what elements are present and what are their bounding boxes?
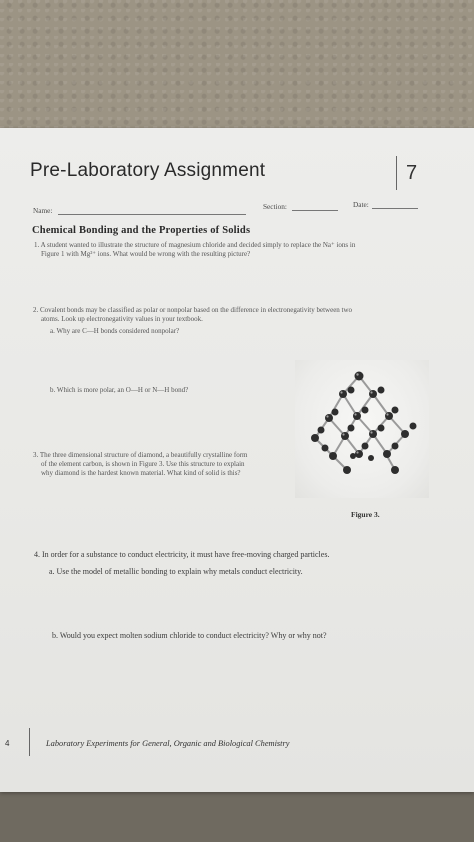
diamond-lattice-image <box>295 360 429 498</box>
question-1-line-2: Figure 1 with Mg²⁺ ions. What would be wrong with the resulting picture? <box>41 250 251 258</box>
question-4b: b. Would you expect molten sodium chloride to conduct electricity? Why or why not? <box>52 631 327 640</box>
date-label: Date: <box>353 200 369 209</box>
page-title: Pre-Laboratory Assignment <box>30 160 266 181</box>
name-field-line[interactable] <box>58 214 246 215</box>
title-divider <box>396 156 397 190</box>
diamond-structure-figure <box>295 360 429 498</box>
section-field-line[interactable] <box>292 210 338 211</box>
question-3-line-1: 3. The three dimensional structure of diamond, a beautifully crystalline form <box>33 451 248 459</box>
footer-divider <box>29 728 30 756</box>
book-title-footer: Laboratory Experiments for General, Organic and Biological Chemistry <box>46 739 290 748</box>
question-1-line-1: 1. A student wanted to illustrate the structure of magnesium chloride and decided simply to replace the Na⁺ ions in <box>34 241 356 249</box>
question-4a: a. Use the model of metallic bonding to explain why metals conduct electricity. <box>49 567 303 576</box>
section-label: Section: <box>263 202 287 211</box>
question-2a: a. Why are C—H bonds considered nonpolar? <box>50 327 180 335</box>
worksheet-page <box>0 128 474 792</box>
question-4-line-1: 4. In order for a substance to conduct electricity, it must have free-moving charged particles. <box>34 550 330 559</box>
question-2-line-2: atoms. Look up electronegativity values in your textbook. <box>41 315 203 323</box>
question-2b: b. Which is more polar, an O—H or N—H bond? <box>50 386 189 394</box>
page-number: 4 <box>5 739 10 748</box>
section-heading: Chemical Bonding and the Properties of Solids <box>32 225 251 236</box>
floor-background <box>0 790 474 842</box>
chapter-number: 7 <box>406 162 418 184</box>
question-3-line-2: of the element carbon, is shown in Figure 3. Use this structure to explain <box>41 460 245 468</box>
question-3-line-3: why diamond is the hardest known material. What kind of solid is this? <box>41 469 241 477</box>
figure-caption: Figure 3. <box>351 510 380 519</box>
date-field-line[interactable] <box>372 208 418 209</box>
question-2-line-1: 2. Covalent bonds may be classified as polar or nonpolar based on the difference in electronegativity between two <box>33 306 353 314</box>
name-label: Name: <box>33 206 53 215</box>
